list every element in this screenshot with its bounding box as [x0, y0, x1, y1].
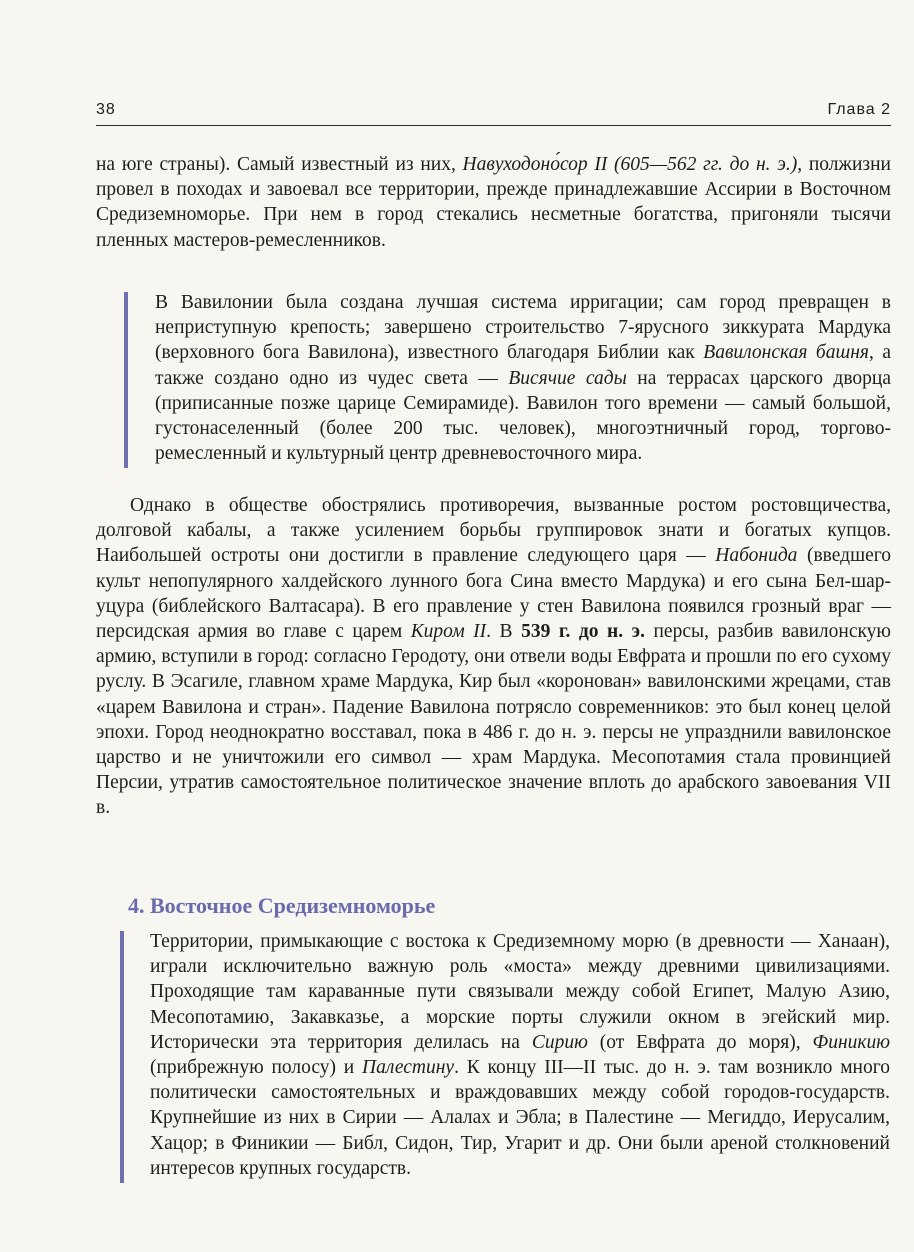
- paragraph-nebuchadnezzar: на юге страны). Самый известный из них, Навуходоно́сор II (605—562 гг. до н. э.), полжизни провел в походах и завоевал все территории, прежде принадлежавшие Ассирии в Восточном Средиземноморье. При нем в город стекались несметные богатства, пригоняли тысячи пленных мастеров-ремесленников.: [96, 154, 891, 251]
- chapter-label: Глава 2: [827, 101, 891, 118]
- running-header: [96, 99, 891, 126]
- page-number: 38: [96, 101, 116, 118]
- term-palestine: Палестину: [362, 1057, 455, 1079]
- term-phoenicia: Финикию: [812, 1031, 890, 1053]
- paragraph-eastern-mediterranean: Территории, примыкающие с востока к Средиземному морю (в древности — Ханаан), играли исключительно важную роль «моста» между древними цивилизациями. Проходящие там караванные пути связывали между собой Египет, Малую Азию, Месопотамию, Закавказье, а морские порты служили окном в эгейский мир. Исторически эта территория делилась на Сирию (от Евфрата до моря), Финикию (прибрежную полосу) и Палестину. К концу III—II тыс. до н. э. там возникло много политически самостоятельных и враждовавших между собой городов-государств. Крупнейшие из них в Сирии — Алалах и Эбла; в Палестине — Мегиддо, Иерусалим, Хацор; в Финикии — Библ, Сидон, Тир, Угарит и др. Они были ареной столкновений интересов крупных государств.: [150, 931, 891, 1179]
- paragraph-fall-of-babylon: Однако в обществе обострялись противоречия, вызванные ростом ростовщичества, долговой кабалы, а также усилением борьбы группировок знати и богатых купцов. Наибольшей остроты они достигли в правление следующего царя — Набонида (введшего культ непопулярного халдейского лунного бога Сина вместо Мардука) и его сына Бел-шар-уцура (библейского Валтасара). В его правление у стен Вавилона появился грозный враг — персидская армия во главе с царем Киром II. В 539 г. до н. э. персы, разбив вавилонскую армию, вступили в город: согласно Геродоту, они отвели воды Евфрата и прошли по его сухому руслу. В Эсагиле, главном храме Мардука, Кир был «коронован» вавилонскими жрецами, став «царем Вавилона и стран». Падение Вавилона потрясло современников: это был конец целой эпохи. Город неоднократно восставал, пока в 486 г. до н. э. персы не упразднили вавилонское царство и не уничтожили его символ — храм Мардука. Месопотамия стала провинцией Персии, утратив самостоятельное политическое значение вплоть до арабского завоевания VII в.: [96, 495, 892, 819]
- paragraph-babylon-achievements: В Вавилонии была создана лучшая система ирригации; сам город превращен в неприступную крепость; завершено строительство 7-ярусного зиккурата Мардука (верховного бога Вавилона), известного благодаря Библии как Вавилонская башня, а также создано одно из чудес света — Висячие сады на террасах царского дворца (приписанные позже царице Семирамиде). Вавилон того времени — самый большой, густонаселенный (более 200 тыс. человек), многоэтничный город, торгово-ремесленный и культурный центр древневосточного мира.: [155, 292, 891, 465]
- date-539: 539 г. до н. э.: [521, 621, 645, 643]
- ruler-name: Навуходоно́сор II (605—562 гг. до н. э.): [462, 154, 798, 175]
- ruler-nabonidus: Набонида: [715, 545, 798, 567]
- term-gardens: Висячие сады: [508, 367, 627, 389]
- section-title: 4. Восточное Средиземноморье: [128, 893, 436, 918]
- term-syria: Сирию: [531, 1031, 588, 1053]
- ruler-cyrus: Киром II: [410, 621, 487, 643]
- term-tower: Вавилонская башня: [703, 342, 869, 364]
